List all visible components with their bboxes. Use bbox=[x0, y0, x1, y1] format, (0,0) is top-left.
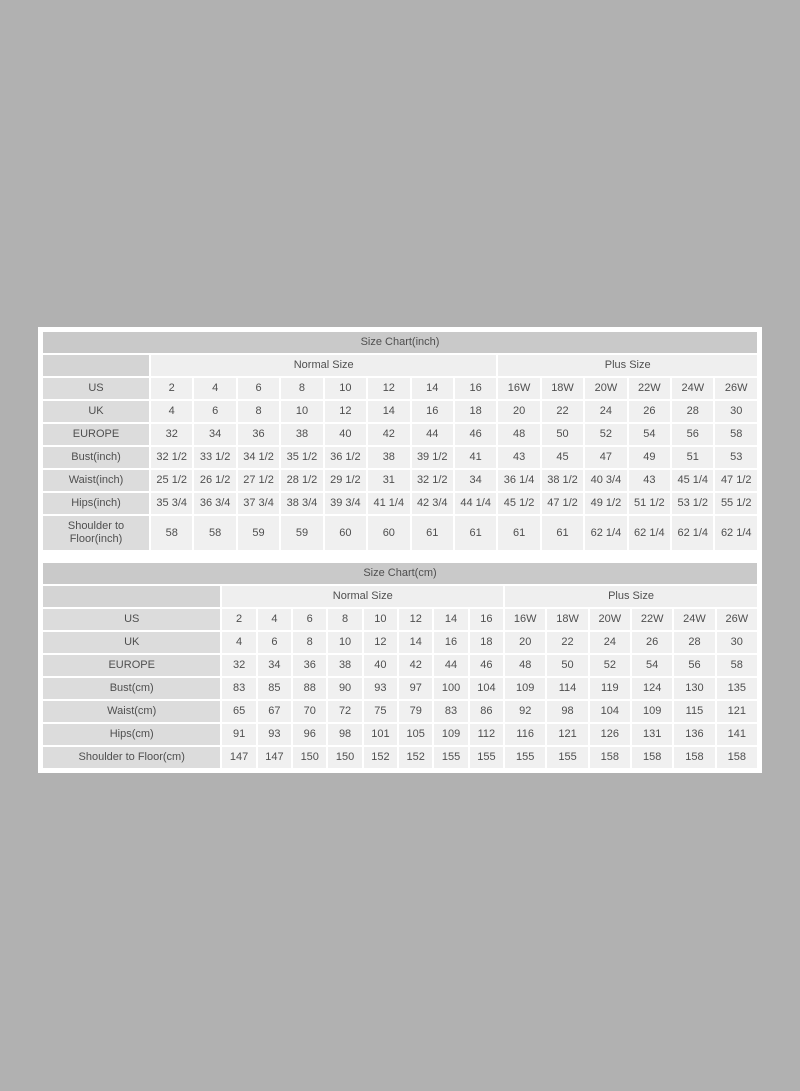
size-value-cell: 155 bbox=[470, 747, 503, 768]
size-value-cell: 30 bbox=[715, 401, 757, 422]
size-value-cell: 4 bbox=[258, 609, 291, 630]
size-value-cell: 14 bbox=[412, 378, 453, 399]
size-group-row bbox=[43, 586, 757, 607]
size-value-cell: 56 bbox=[674, 655, 714, 676]
row-label: Hips(inch) bbox=[43, 493, 149, 514]
size-value-cell: 36 bbox=[238, 424, 279, 445]
size-value-cell: 92 bbox=[505, 701, 545, 722]
size-value-cell: 18 bbox=[455, 401, 496, 422]
table-row bbox=[43, 424, 757, 445]
size-value-cell: 16W bbox=[505, 609, 545, 630]
row-label: US bbox=[43, 609, 220, 630]
table-row bbox=[43, 378, 757, 399]
table-row bbox=[43, 470, 757, 491]
size-value-cell: 104 bbox=[590, 701, 630, 722]
size-value-cell: 93 bbox=[364, 678, 397, 699]
size-value-cell: 98 bbox=[328, 724, 361, 745]
size-value-cell: 6 bbox=[238, 378, 279, 399]
row-label: Waist(inch) bbox=[43, 470, 149, 491]
size-value-cell: 30 bbox=[717, 632, 757, 653]
table-row bbox=[43, 724, 757, 745]
size-value-cell: 48 bbox=[498, 424, 539, 445]
size-value-cell: 54 bbox=[629, 424, 670, 445]
size-value-cell: 59 bbox=[281, 516, 322, 550]
size-value-cell: 55 1/2 bbox=[715, 493, 757, 514]
size-value-cell: 38 bbox=[368, 447, 409, 468]
size-value-cell: 116 bbox=[505, 724, 545, 745]
size-value-cell: 79 bbox=[399, 701, 432, 722]
size-value-cell: 42 bbox=[399, 655, 432, 676]
table-row bbox=[43, 701, 757, 722]
size-value-cell: 38 bbox=[281, 424, 322, 445]
size-value-cell: 41 bbox=[455, 447, 496, 468]
table-title-row bbox=[43, 332, 757, 353]
size-value-cell: 16 bbox=[455, 378, 496, 399]
size-value-cell: 18W bbox=[542, 378, 583, 399]
size-value-cell: 14 bbox=[399, 632, 432, 653]
size-value-cell: 124 bbox=[632, 678, 672, 699]
size-value-cell: 8 bbox=[328, 609, 361, 630]
size-value-cell: 40 bbox=[325, 424, 366, 445]
size-value-cell: 155 bbox=[434, 747, 467, 768]
size-value-cell: 28 1/2 bbox=[281, 470, 322, 491]
size-value-cell: 43 bbox=[629, 470, 670, 491]
size-value-cell: 26W bbox=[715, 378, 757, 399]
table-row bbox=[43, 632, 757, 653]
size-value-cell: 47 bbox=[585, 447, 626, 468]
size-value-cell: 10 bbox=[328, 632, 361, 653]
size-value-cell: 42 3/4 bbox=[412, 493, 453, 514]
table-title: Size Chart(inch) bbox=[43, 332, 757, 353]
size-value-cell: 155 bbox=[547, 747, 587, 768]
row-label: EUROPE bbox=[43, 655, 220, 676]
size-value-cell: 24W bbox=[672, 378, 713, 399]
table-row bbox=[43, 516, 757, 550]
size-value-cell: 86 bbox=[470, 701, 503, 722]
size-value-cell: 119 bbox=[590, 678, 630, 699]
size-value-cell: 16 bbox=[434, 632, 467, 653]
size-value-cell: 8 bbox=[281, 378, 322, 399]
size-value-cell: 101 bbox=[364, 724, 397, 745]
table-row bbox=[43, 678, 757, 699]
size-value-cell: 47 1/2 bbox=[715, 470, 757, 491]
size-value-cell: 109 bbox=[632, 701, 672, 722]
size-value-cell: 20 bbox=[505, 632, 545, 653]
size-value-cell: 22W bbox=[632, 609, 672, 630]
row-label: US bbox=[43, 378, 149, 399]
size-value-cell: 26 bbox=[632, 632, 672, 653]
size-value-cell: 51 1/2 bbox=[629, 493, 670, 514]
size-value-cell: 135 bbox=[717, 678, 757, 699]
size-value-cell: 2 bbox=[222, 609, 255, 630]
size-value-cell: 141 bbox=[717, 724, 757, 745]
size-value-cell: 32 1/2 bbox=[151, 447, 192, 468]
size-value-cell: 158 bbox=[632, 747, 672, 768]
size-value-cell: 28 bbox=[672, 401, 713, 422]
size-value-cell: 10 bbox=[281, 401, 322, 422]
size-value-cell: 150 bbox=[293, 747, 326, 768]
row-label: Waist(cm) bbox=[43, 701, 220, 722]
size-chart-inch-table-slot bbox=[41, 330, 759, 552]
size-value-cell: 43 bbox=[498, 447, 539, 468]
corner-cell bbox=[43, 586, 220, 607]
size-value-cell: 10 bbox=[364, 609, 397, 630]
size-value-cell: 100 bbox=[434, 678, 467, 699]
size-value-cell: 24W bbox=[674, 609, 714, 630]
size-value-cell: 62 1/4 bbox=[629, 516, 670, 550]
size-value-cell: 152 bbox=[399, 747, 432, 768]
size-value-cell: 4 bbox=[151, 401, 192, 422]
size-value-cell: 105 bbox=[399, 724, 432, 745]
table-row bbox=[43, 609, 757, 630]
size-value-cell: 114 bbox=[547, 678, 587, 699]
size-value-cell: 38 1/2 bbox=[542, 470, 583, 491]
size-value-cell: 40 3/4 bbox=[585, 470, 626, 491]
size-value-cell: 75 bbox=[364, 701, 397, 722]
size-value-cell: 61 bbox=[498, 516, 539, 550]
size-value-cell: 44 bbox=[434, 655, 467, 676]
size-value-cell: 10 bbox=[325, 378, 366, 399]
size-value-cell: 70 bbox=[293, 701, 326, 722]
table-title: Size Chart(cm) bbox=[43, 563, 757, 584]
table-row bbox=[43, 655, 757, 676]
size-value-cell: 34 1/2 bbox=[238, 447, 279, 468]
size-value-cell: 59 bbox=[238, 516, 279, 550]
table-row bbox=[43, 447, 757, 468]
size-value-cell: 2 bbox=[151, 378, 192, 399]
size-value-cell: 158 bbox=[674, 747, 714, 768]
size-value-cell: 29 1/2 bbox=[325, 470, 366, 491]
row-label: Shoulder to Floor(inch) bbox=[43, 516, 149, 550]
size-value-cell: 39 3/4 bbox=[325, 493, 366, 514]
size-value-cell: 85 bbox=[258, 678, 291, 699]
size-value-cell: 121 bbox=[717, 701, 757, 722]
size-value-cell: 26W bbox=[717, 609, 757, 630]
size-value-cell: 20W bbox=[585, 378, 626, 399]
size-value-cell: 6 bbox=[194, 401, 235, 422]
size-value-cell: 36 bbox=[293, 655, 326, 676]
size-value-cell: 112 bbox=[470, 724, 503, 745]
size-value-cell: 34 bbox=[258, 655, 291, 676]
size-value-cell: 41 1/4 bbox=[368, 493, 409, 514]
size-value-cell: 32 bbox=[222, 655, 255, 676]
size-value-cell: 6 bbox=[293, 609, 326, 630]
size-value-cell: 51 bbox=[672, 447, 713, 468]
size-charts-panel bbox=[38, 327, 762, 773]
row-label: Shoulder to Floor(cm) bbox=[43, 747, 220, 768]
size-group-header: Plus Size bbox=[498, 355, 757, 376]
table-row bbox=[43, 493, 757, 514]
size-value-cell: 93 bbox=[258, 724, 291, 745]
size-value-cell: 83 bbox=[434, 701, 467, 722]
size-value-cell: 48 bbox=[505, 655, 545, 676]
size-group-header: Normal Size bbox=[222, 586, 503, 607]
size-value-cell: 36 1/2 bbox=[325, 447, 366, 468]
size-value-cell: 16 bbox=[470, 609, 503, 630]
size-value-cell: 126 bbox=[590, 724, 630, 745]
size-value-cell: 60 bbox=[368, 516, 409, 550]
size-value-cell: 14 bbox=[434, 609, 467, 630]
size-value-cell: 46 bbox=[455, 424, 496, 445]
size-value-cell: 4 bbox=[222, 632, 255, 653]
size-value-cell: 150 bbox=[328, 747, 361, 768]
size-value-cell: 56 bbox=[672, 424, 713, 445]
size-value-cell: 65 bbox=[222, 701, 255, 722]
size-value-cell: 49 bbox=[629, 447, 670, 468]
row-label: Hips(cm) bbox=[43, 724, 220, 745]
size-group-header: Plus Size bbox=[505, 586, 757, 607]
size-value-cell: 12 bbox=[399, 609, 432, 630]
size-value-cell: 49 1/2 bbox=[585, 493, 626, 514]
size-value-cell: 115 bbox=[674, 701, 714, 722]
size-value-cell: 61 bbox=[542, 516, 583, 550]
size-group-header: Normal Size bbox=[151, 355, 496, 376]
size-value-cell: 58 bbox=[715, 424, 757, 445]
size-value-cell: 62 1/4 bbox=[672, 516, 713, 550]
row-label: Bust(cm) bbox=[43, 678, 220, 699]
size-value-cell: 67 bbox=[258, 701, 291, 722]
size-value-cell: 39 1/2 bbox=[412, 447, 453, 468]
size-value-cell: 26 bbox=[629, 401, 670, 422]
size-value-cell: 52 bbox=[590, 655, 630, 676]
size-value-cell: 47 1/2 bbox=[542, 493, 583, 514]
size-value-cell: 44 1/4 bbox=[455, 493, 496, 514]
size-value-cell: 8 bbox=[238, 401, 279, 422]
size-value-cell: 42 bbox=[368, 424, 409, 445]
size-value-cell: 109 bbox=[434, 724, 467, 745]
size-value-cell: 34 bbox=[194, 424, 235, 445]
size-value-cell: 40 bbox=[364, 655, 397, 676]
size-value-cell: 16W bbox=[498, 378, 539, 399]
size-value-cell: 121 bbox=[547, 724, 587, 745]
size-value-cell: 53 1/2 bbox=[672, 493, 713, 514]
size-value-cell: 20 bbox=[498, 401, 539, 422]
row-label: EUROPE bbox=[43, 424, 149, 445]
size-value-cell: 32 bbox=[151, 424, 192, 445]
size-value-cell: 98 bbox=[547, 701, 587, 722]
size-chart-cm-table-slot bbox=[41, 561, 759, 770]
size-value-cell: 36 3/4 bbox=[194, 493, 235, 514]
size-value-cell: 54 bbox=[632, 655, 672, 676]
size-table bbox=[41, 561, 759, 770]
size-value-cell: 14 bbox=[368, 401, 409, 422]
size-value-cell: 22W bbox=[629, 378, 670, 399]
size-value-cell: 36 1/4 bbox=[498, 470, 539, 491]
size-value-cell: 26 1/2 bbox=[194, 470, 235, 491]
size-value-cell: 28 bbox=[674, 632, 714, 653]
size-value-cell: 37 3/4 bbox=[238, 493, 279, 514]
size-value-cell: 60 bbox=[325, 516, 366, 550]
size-value-cell: 130 bbox=[674, 678, 714, 699]
size-value-cell: 61 bbox=[455, 516, 496, 550]
size-value-cell: 46 bbox=[470, 655, 503, 676]
table-title-row bbox=[43, 563, 757, 584]
size-value-cell: 72 bbox=[328, 701, 361, 722]
size-value-cell: 83 bbox=[222, 678, 255, 699]
size-value-cell: 97 bbox=[399, 678, 432, 699]
size-value-cell: 50 bbox=[542, 424, 583, 445]
size-value-cell: 45 1/2 bbox=[498, 493, 539, 514]
row-label: UK bbox=[43, 632, 220, 653]
size-value-cell: 44 bbox=[412, 424, 453, 445]
size-value-cell: 12 bbox=[364, 632, 397, 653]
size-value-cell: 96 bbox=[293, 724, 326, 745]
size-value-cell: 25 1/2 bbox=[151, 470, 192, 491]
row-label: UK bbox=[43, 401, 149, 422]
size-value-cell: 27 1/2 bbox=[238, 470, 279, 491]
size-value-cell: 131 bbox=[632, 724, 672, 745]
size-value-cell: 18 bbox=[470, 632, 503, 653]
size-value-cell: 24 bbox=[590, 632, 630, 653]
size-value-cell: 12 bbox=[325, 401, 366, 422]
size-value-cell: 34 bbox=[455, 470, 496, 491]
size-value-cell: 158 bbox=[590, 747, 630, 768]
size-value-cell: 38 3/4 bbox=[281, 493, 322, 514]
table-row bbox=[43, 401, 757, 422]
size-value-cell: 22 bbox=[547, 632, 587, 653]
size-value-cell: 33 1/2 bbox=[194, 447, 235, 468]
row-label: Bust(inch) bbox=[43, 447, 149, 468]
size-value-cell: 45 1/4 bbox=[672, 470, 713, 491]
size-value-cell: 152 bbox=[364, 747, 397, 768]
size-value-cell: 147 bbox=[222, 747, 255, 768]
size-value-cell: 155 bbox=[505, 747, 545, 768]
size-value-cell: 18W bbox=[547, 609, 587, 630]
size-value-cell: 32 1/2 bbox=[412, 470, 453, 491]
size-value-cell: 91 bbox=[222, 724, 255, 745]
size-value-cell: 16 bbox=[412, 401, 453, 422]
size-value-cell: 35 1/2 bbox=[281, 447, 322, 468]
size-value-cell: 50 bbox=[547, 655, 587, 676]
size-value-cell: 4 bbox=[194, 378, 235, 399]
size-table bbox=[41, 330, 759, 552]
size-value-cell: 58 bbox=[717, 655, 757, 676]
table-row bbox=[43, 747, 757, 768]
size-value-cell: 20W bbox=[590, 609, 630, 630]
size-value-cell: 62 1/4 bbox=[715, 516, 757, 550]
size-value-cell: 104 bbox=[470, 678, 503, 699]
size-value-cell: 88 bbox=[293, 678, 326, 699]
size-value-cell: 52 bbox=[585, 424, 626, 445]
size-group-row bbox=[43, 355, 757, 376]
size-value-cell: 22 bbox=[542, 401, 583, 422]
size-value-cell: 6 bbox=[258, 632, 291, 653]
size-value-cell: 158 bbox=[717, 747, 757, 768]
size-value-cell: 35 3/4 bbox=[151, 493, 192, 514]
size-value-cell: 58 bbox=[194, 516, 235, 550]
corner-cell bbox=[43, 355, 149, 376]
size-value-cell: 38 bbox=[328, 655, 361, 676]
size-value-cell: 90 bbox=[328, 678, 361, 699]
size-value-cell: 109 bbox=[505, 678, 545, 699]
size-value-cell: 61 bbox=[412, 516, 453, 550]
size-value-cell: 53 bbox=[715, 447, 757, 468]
size-value-cell: 58 bbox=[151, 516, 192, 550]
size-value-cell: 45 bbox=[542, 447, 583, 468]
size-value-cell: 24 bbox=[585, 401, 626, 422]
size-value-cell: 147 bbox=[258, 747, 291, 768]
size-value-cell: 62 1/4 bbox=[585, 516, 626, 550]
size-value-cell: 12 bbox=[368, 378, 409, 399]
size-value-cell: 136 bbox=[674, 724, 714, 745]
size-value-cell: 8 bbox=[293, 632, 326, 653]
size-value-cell: 31 bbox=[368, 470, 409, 491]
